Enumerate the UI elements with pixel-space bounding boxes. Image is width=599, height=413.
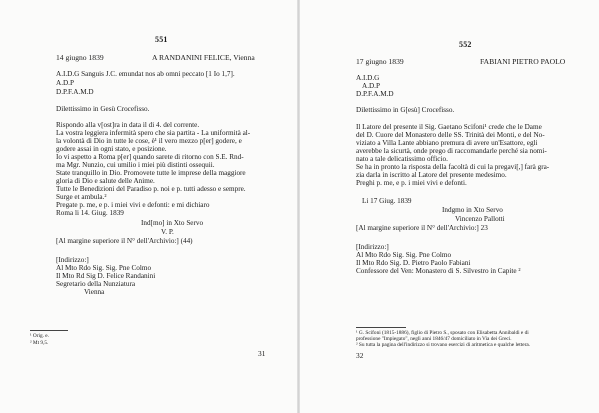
left-page [0, 0, 299, 413]
body-line: La vostra leggiera infermità spero che sia partita - La uniformità al- [56, 129, 251, 137]
address-line: [Indirizzo:] [56, 256, 89, 264]
body-line: ma Mgr. Nunzio, cui umilio i miei più distinti ossequii. [56, 161, 215, 169]
heading-line: A.I.D.G Sanguis J.C. emundat nos ab omni peccato [1 Io 1,7]. [56, 70, 235, 78]
salutation: Dilettissimo in Gesù Crocefisso. [56, 105, 150, 113]
body-line: Surge et ambula.² [56, 193, 107, 201]
address-line: Il Mto Rd Sig D. Felice Randanini [56, 272, 156, 280]
body-line: Preghi p. me, e p. i miei vivi e defonti. [356, 179, 467, 187]
footnote-rule [356, 327, 406, 328]
footnote: professione "Impiegato", negli anni 1846/47 domiciliato in Via dei Greci. [356, 336, 512, 342]
date-line: Li 17 Giug. 1839 [362, 197, 412, 205]
body-line: gloria di Dio e salute delle Anime. [56, 177, 155, 185]
closing-line: Ind[mo] in Xto Servo [141, 219, 204, 227]
letter-date: 14 giugno 1839 [56, 53, 104, 62]
body-line: Il Latore del presente il Sig. Gaetano Scifoni¹ crede che le Dame [356, 123, 542, 131]
heading-line: A.D.P [362, 82, 380, 90]
address-line: Segretario della Nunziatura [56, 280, 136, 288]
body-line: la volontà di Dio in tutte le cose, è¹ il vero mezzo p[er] godere, e [56, 137, 242, 145]
body-line: Tutte le Benedizioni del Paradiso p. noi e p. tutti adesso e sempre. [56, 185, 246, 193]
heading-line: A.I.D.G [356, 74, 380, 82]
page-number: 31 [258, 349, 266, 358]
address-line: Vienna [84, 288, 105, 296]
closing-signature: V. P. [161, 228, 174, 236]
heading-line: D.P.F.A.M.D [356, 90, 394, 98]
body-line: Io vi aspetto a Roma p[er] quando sarete di ritorno con S.E. Rnd- [56, 153, 244, 161]
letter-number: 552 [459, 40, 472, 49]
body-line: viziato a Villa Lante abbiano premura di avere un'Esattore, egli [356, 139, 538, 147]
archive-note: [Al margine superiore il N° dell'Archivio:] (44) [56, 237, 193, 245]
body-line: Roma li 14. Giug. 1839 [56, 209, 124, 217]
address-line: Il Mto Rdo Sig. D. Pietro Paolo Fabiani [356, 259, 471, 267]
letter-recipient: FABIANI PIETRO PAOLO [480, 57, 566, 66]
closing-line: Indgmo in Xto Servo [442, 206, 503, 214]
body-line: Se ha in pronto la risposta della facoltà di cui la pregavi[,] farà gra- [356, 163, 550, 171]
right-page [300, 0, 599, 413]
archive-note: [Al margine superiore il N° dell'Archivio:] 23 [356, 224, 488, 232]
body-line: godere assai in ogni stato, e posizione. [56, 145, 167, 153]
salutation: Dilettissimo in G[esù] Crocefisso. [356, 106, 455, 114]
body-line: Rispondo alla v[ost]ra in data il di 4. del corrente. [56, 121, 200, 129]
footnote: ² Mt 9,5. [30, 340, 49, 346]
letter-number: 551 [155, 35, 168, 44]
body-line: zia darla in iscritto al Latore del presente medesimo. [356, 171, 507, 179]
footnote: ² Su tutta la pagina dell'indirizzo si trovano esercizi di aritmetica e qualche lettera. [356, 342, 531, 348]
letter-date: 17 giugno 1839 [356, 57, 404, 66]
closing-signature: Vincenzo Pallotti [455, 215, 505, 223]
heading-line: D.P.F.A.M.D [56, 88, 94, 96]
body-line: Pregate p. me, e p. i miei vivi e defonti: e mi dichiaro [56, 201, 210, 209]
letter-recipient: A RANDANINI FELICE, Vienna [152, 53, 255, 62]
address-line: Al Mto Rdo Sig. Sig. Pne Colmo [356, 251, 452, 259]
body-line: averebbe la sicurtà, onde prego di raccomandarle perché sia nomi- [356, 147, 547, 155]
address-line: [Indirizzo:] [356, 243, 389, 251]
body-line: State tranquillo in Dio. Promovete tutte le imprese della maggiore [56, 169, 246, 177]
address-line: Confessore del Ven: Monastero di S. Silvestro in Capite ² [356, 267, 521, 275]
footnote: ¹ Orig. e. [30, 333, 49, 339]
footnote-rule [30, 330, 68, 331]
body-line: nato a tale delicatissimo officio. [356, 155, 448, 163]
body-line: del D. Cuore del Monastero delle SS. Trinità dei Monti, e del No- [356, 131, 545, 139]
address-line: Al Mto Rdo Sig. Sig. Pne Colmo [56, 264, 152, 272]
page-number: 32 [356, 351, 364, 360]
heading-line: A.D.P [56, 79, 74, 87]
footnote: ¹ G. Scifoni (1815-1886), figlio di Pietro S., sposato con Elisabetta Annibaldi e di [356, 330, 529, 336]
